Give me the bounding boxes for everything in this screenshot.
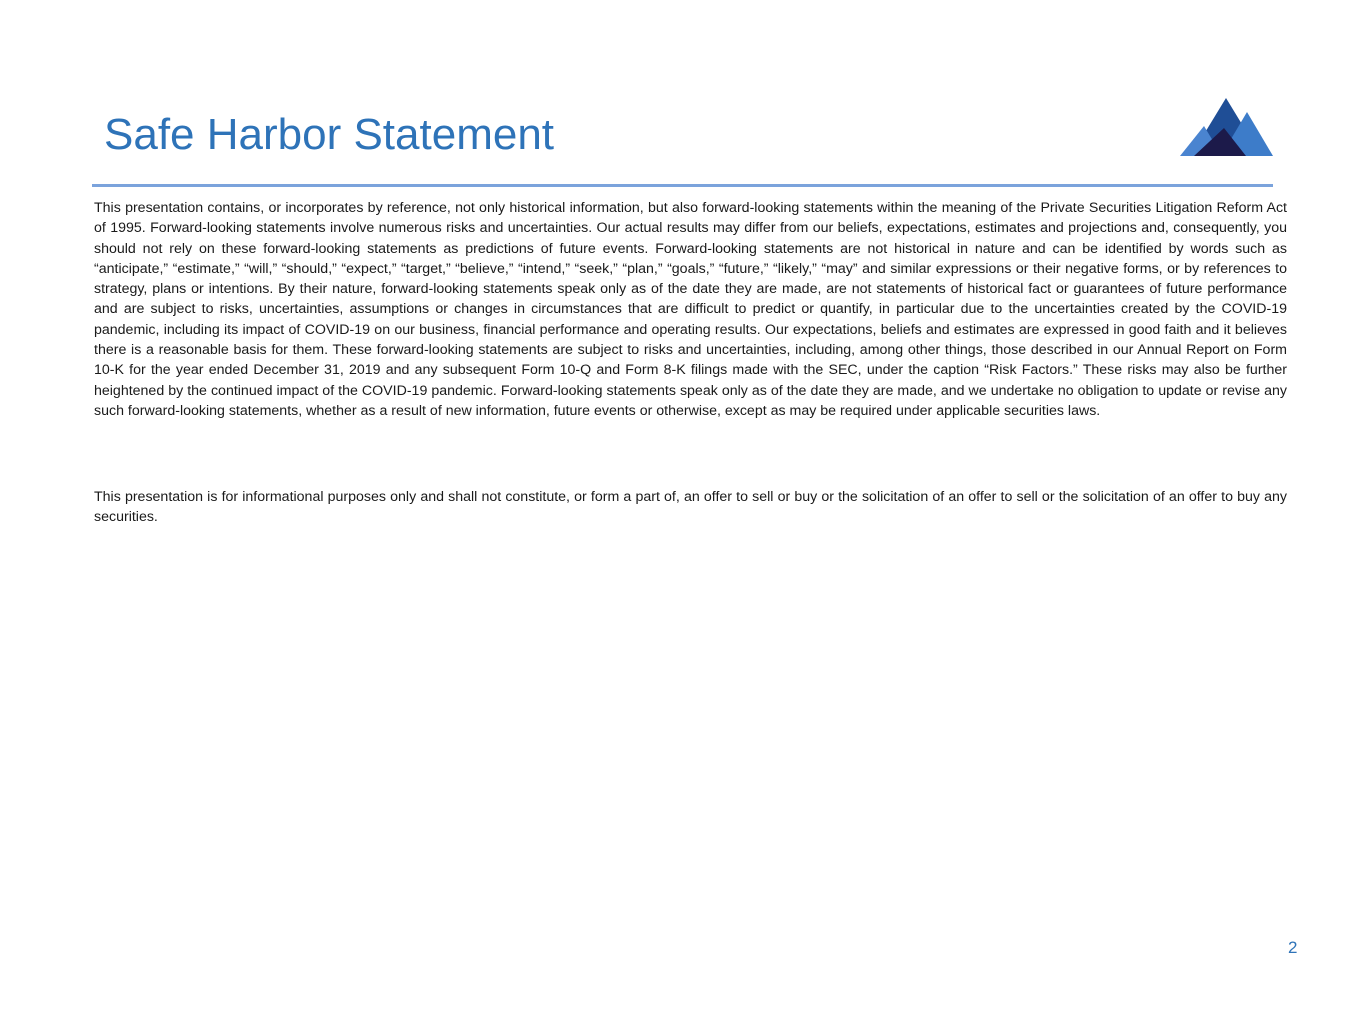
informational-purposes-paragraph: This presentation is for informational purposes only and shall not constitute, or form a part of, an offer to sell or buy or the solicitation of an offer to sell or the solicitation of an offer to buy any securities. — [94, 489, 1287, 526]
slide-title: Safe Harbor Statement — [104, 110, 555, 159]
mountain-logo-icon — [1180, 98, 1274, 158]
safe-harbor-paragraph: This presentation contains, or incorporates by reference, not only historical information, but also forward-looking statements within the meaning of the Private Securities Litigation Reform Act of 1995. Forward-looking statements involve numerous risks and uncertainties. Our actual results may differ from our beliefs, expectations, estimates and projections and, consequently, you should not rely on these forward-looking statements as predictions of future events. Forward-looking statements are not historical in nature and can be identified by words such as “anticipate,” “estimate,” “will,” “should,” “expect,” “target,” “believe,” “intend,” “seek,” “plan,” “goals,” “future,” “likely,” “may” and similar expressions or their negative forms, or by references to strategy, plans or intentions. By their nature, forward-looking statements speak only as of the date they are made, are not statements of historical fact or guarantees of future performance and are subject to risks, uncertainties, assumptions or changes in circumstances that are difficult to predict or quantify, in particular due to the uncertainties created by the COVID-19 pandemic, including its impact of COVID-19 on our business, financial performance and operating results. Our expectations, beliefs and estimates are expressed in good faith and it believes there is a reasonable basis for them. These forward-looking statements are subject to risks and uncertainties, including, among other things, those described in our Annual Report on Form 10-K for the year ended December 31, 2019 and any subsequent Form 10-Q and Form 8-K filings made with the SEC, under the caption “Risk Factors.” These risks may also be further heightened by the continued impact of the COVID-19 pandemic. Forward-looking statements speak only as of the date they are made, and we undertake no obligation to update or revise any such forward-looking statements, whether as a result of new information, future events or otherwise, except as may be required under applicable securities laws. — [94, 200, 1287, 419]
title-divider — [92, 184, 1273, 187]
page-number: 2 — [1288, 938, 1298, 957]
